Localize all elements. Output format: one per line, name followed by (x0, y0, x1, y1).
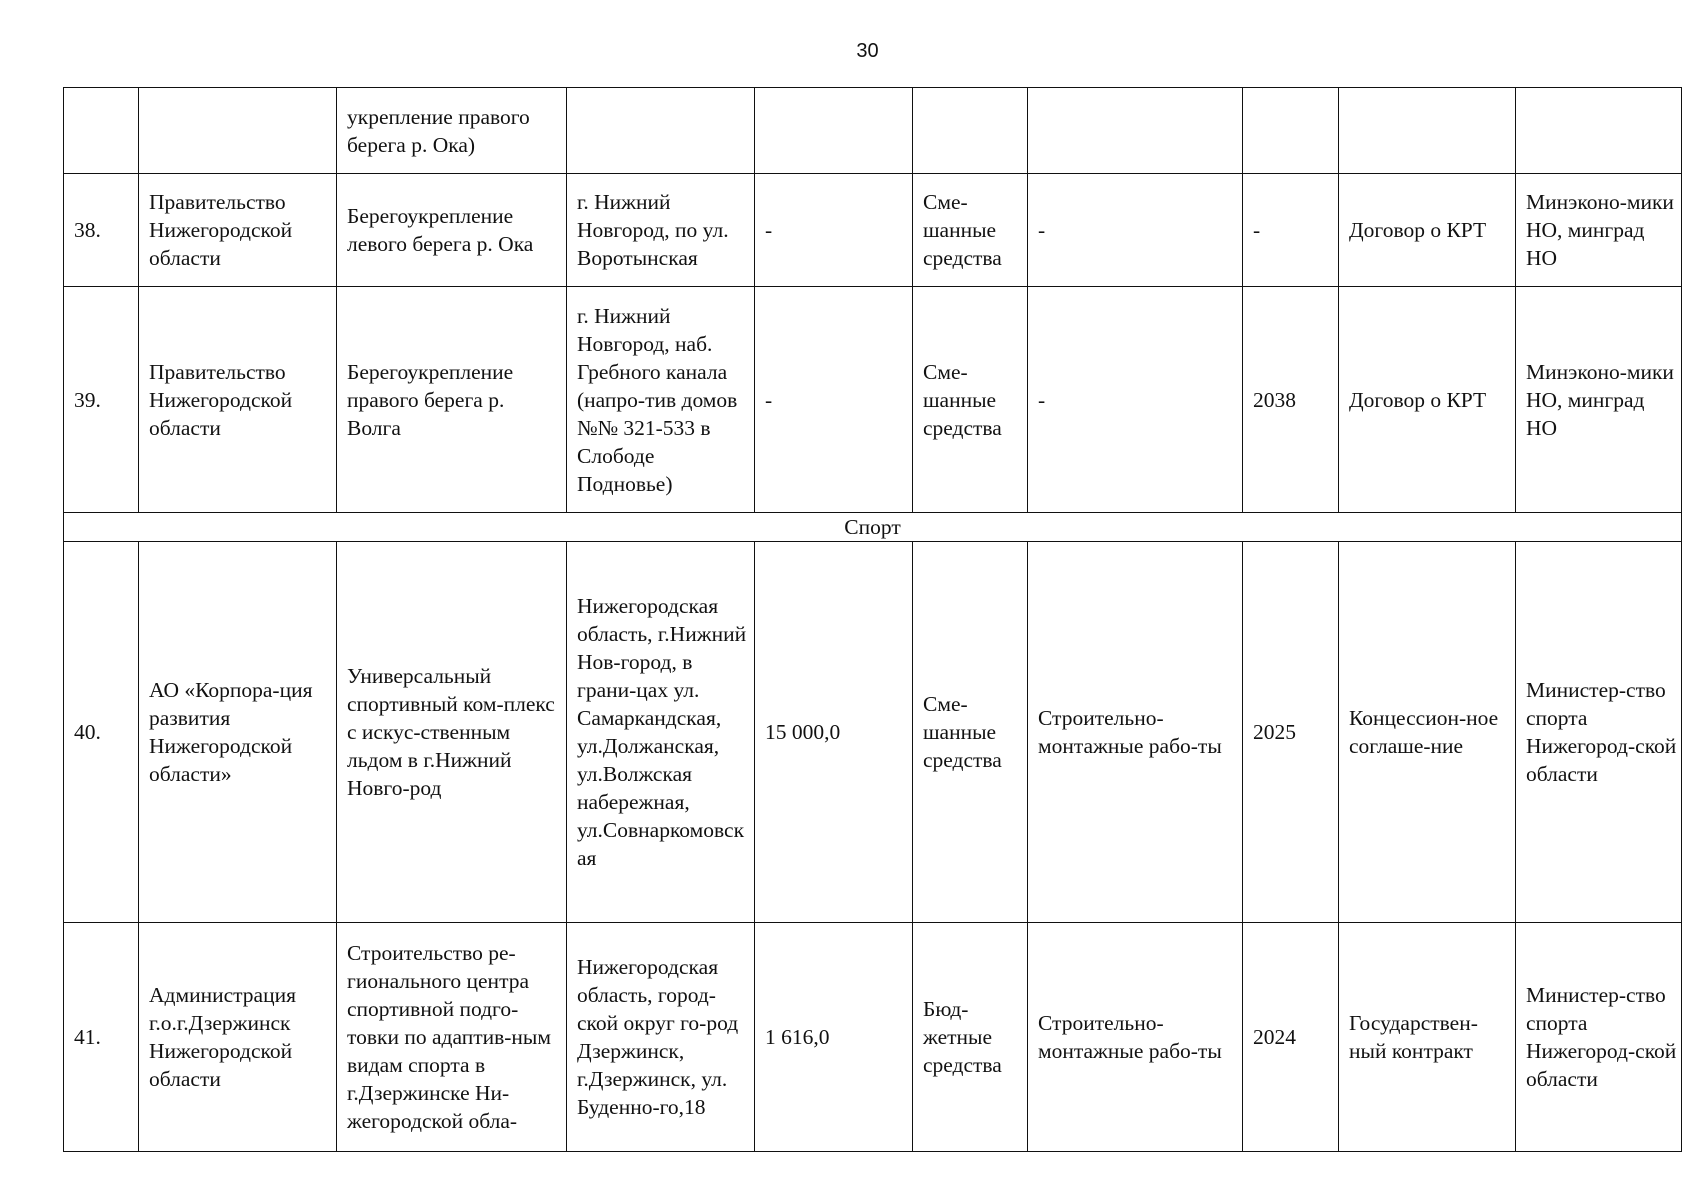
cell-responsible: Минэконо-мики НО, минград НО (1516, 174, 1682, 287)
cell-num: 41. (64, 923, 139, 1152)
cell-object: Универсальный спортивный ком-плекс с искус-ственным льдом в г.Нижний Новго-род (337, 542, 567, 923)
cell-cost (755, 88, 913, 174)
cell-initiator: Правительство Нижегородской области (139, 174, 337, 287)
cell-location: Нижегородская область, г.Нижний Нов-город, в грани-цах ул. Самаркандская, ул.Должанская, ул.Волжская набережная, ул.Совнаркомовская (567, 542, 755, 923)
cell-source: Сме-шанные средства (913, 542, 1028, 923)
cell-cost: 1 616,0 (755, 923, 913, 1152)
table-body (64, 88, 1682, 1152)
cell-works: Строительно-монтажные рабо-ты (1028, 923, 1243, 1152)
cell-num: 38. (64, 174, 139, 287)
cell-initiator: АО «Корпора-ция развития Нижегородской области» (139, 542, 337, 923)
cell-cost: - (755, 174, 913, 287)
cell-mechanism: Концессион-ное соглаше-ние (1339, 542, 1516, 923)
page-number: 30 (856, 40, 879, 62)
cell-source: Сме-шанные средства (913, 287, 1028, 513)
table-row (64, 174, 1682, 287)
cell-initiator: Правительство Нижегородской области (139, 287, 337, 513)
cell-source (913, 88, 1028, 174)
cell-initiator (139, 88, 337, 174)
cell-works: - (1028, 174, 1243, 287)
cell-mechanism: Государствен-ный контракт (1339, 923, 1516, 1152)
section-row (64, 513, 1682, 542)
cell-source: Бюд-жетные средства (913, 923, 1028, 1152)
cell-object: Берегоукрепление левого берега р. Ока (337, 174, 567, 287)
cell-works (1028, 88, 1243, 174)
cell-year (1243, 88, 1339, 174)
cell-num: 40. (64, 542, 139, 923)
cell-responsible: Министер-ство спорта Нижегород-ской области (1516, 542, 1682, 923)
cell-mechanism: Договор о КРТ (1339, 287, 1516, 513)
cell-source: Сме-шанные средства (913, 174, 1028, 287)
cell-responsible (1516, 88, 1682, 174)
cell-object: Строительство ре-гионального центра спортивной подго-товки по адаптив-ным видам спорта в г.Дзержинске Ни-жегородской обла- (337, 923, 567, 1152)
table-row-continuation (64, 88, 1682, 174)
cell-works: Строительно-монтажные рабо-ты (1028, 542, 1243, 923)
cell-year: 2025 (1243, 542, 1339, 923)
cell-cost: 15 000,0 (755, 542, 913, 923)
cell-responsible: Министер-ство спорта Нижегород-ской области (1516, 923, 1682, 1152)
table-row (64, 923, 1682, 1152)
projects-table (63, 87, 1682, 1152)
table-row (64, 542, 1682, 923)
table-row (64, 287, 1682, 513)
cell-year: 2024 (1243, 923, 1339, 1152)
cell-cost: - (755, 287, 913, 513)
cell-initiator: Администрация г.о.г.Дзержинск Нижегородской области (139, 923, 337, 1152)
cell-year: 2038 (1243, 287, 1339, 513)
cell-works: - (1028, 287, 1243, 513)
cell-location: г. Нижний Новгород, по ул. Воротынская (567, 174, 755, 287)
cell-mechanism: Договор о КРТ (1339, 174, 1516, 287)
cell-location (567, 88, 755, 174)
cell-location: г. Нижний Новгород, наб. Гребного канала (напро-тив домов №№ 321-533 в Слободе Подновье) (567, 287, 755, 513)
cell-responsible: Минэконо-мики НО, минград НО (1516, 287, 1682, 513)
cell-object: Берегоукрепление правого берега р. Волга (337, 287, 567, 513)
cell-year: - (1243, 174, 1339, 287)
cell-location: Нижегородская область, город-ской округ го-род Дзержинск, г.Дзержинск, ул. Буденно-го,18 (567, 923, 755, 1152)
cell-mechanism (1339, 88, 1516, 174)
cell-num: 39. (64, 287, 139, 513)
cell-object: укрепление правого берега р. Ока) (337, 88, 567, 174)
section-title: Спорт (64, 513, 1682, 542)
cell-num (64, 88, 139, 174)
